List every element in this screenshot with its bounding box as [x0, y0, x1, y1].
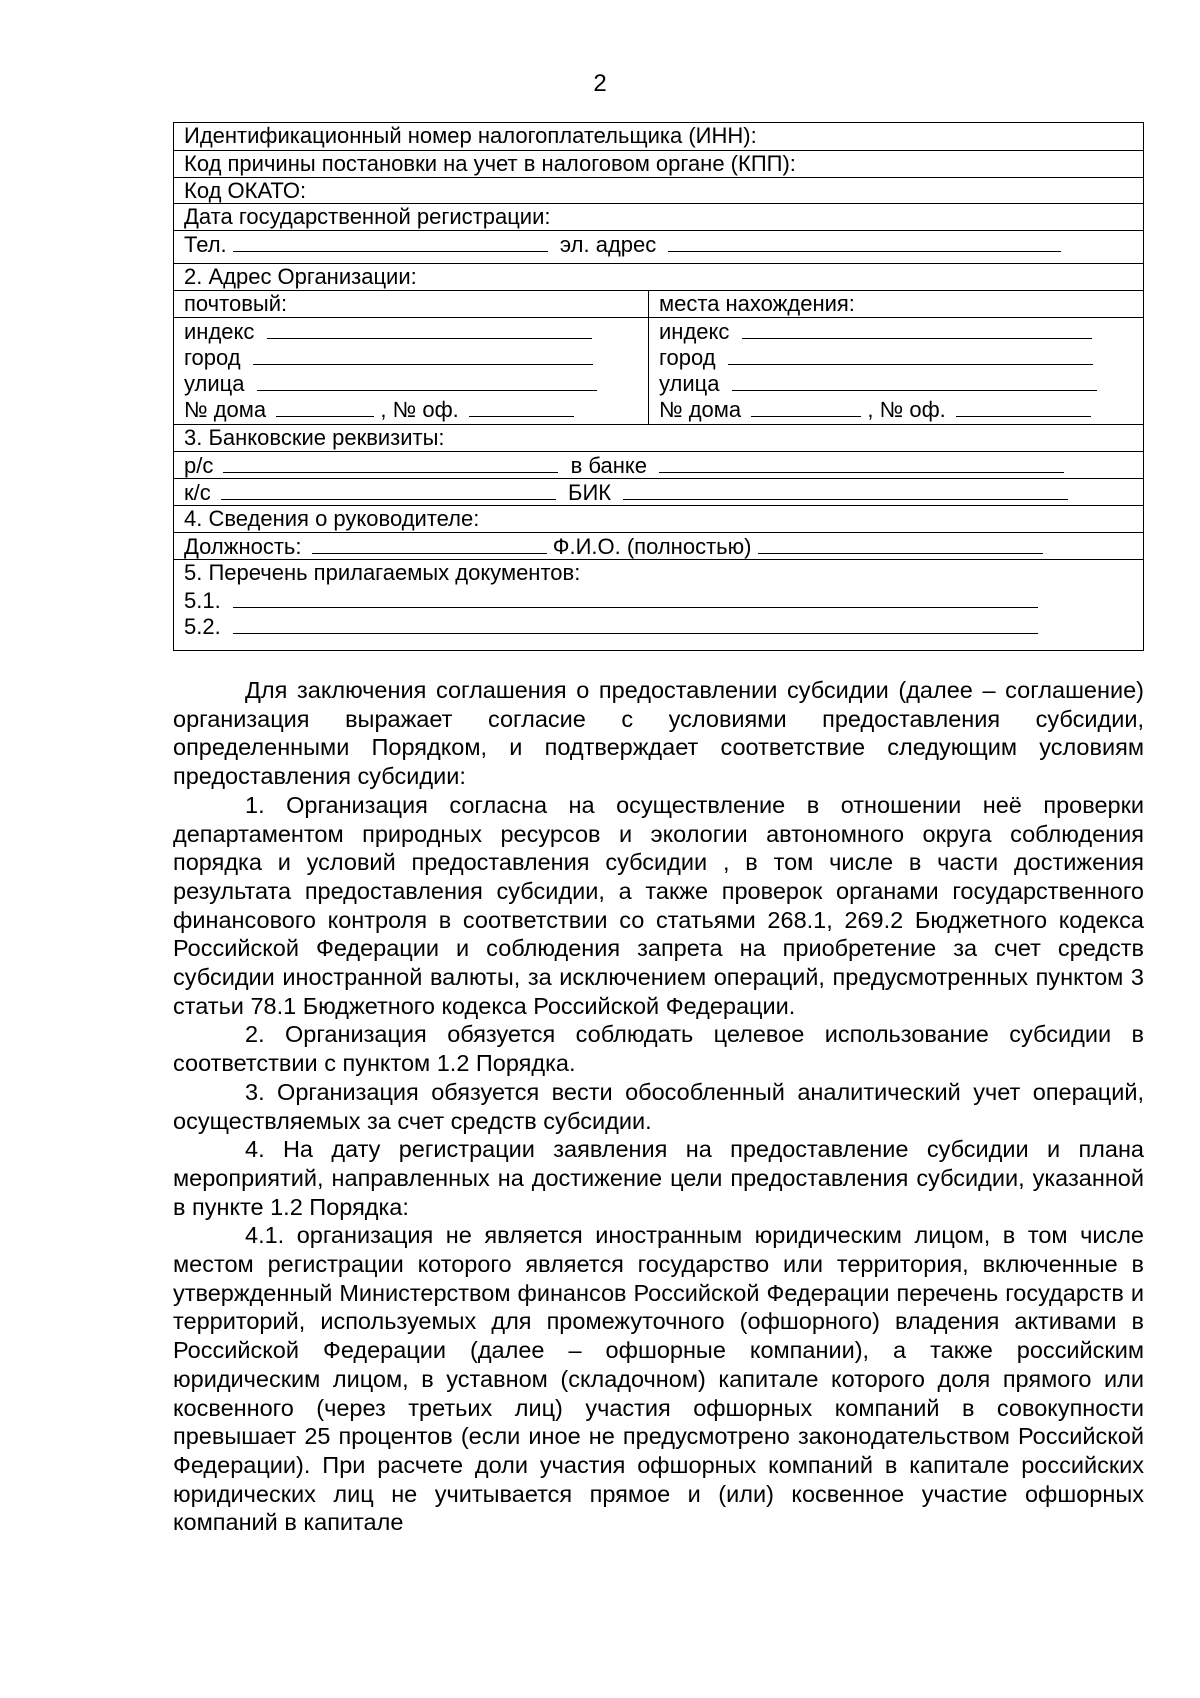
okato-row [174, 177, 1143, 203]
kpp-row [174, 150, 1143, 177]
postal-house-label: № дома [184, 397, 267, 422]
location-street-field[interactable] [732, 370, 1097, 391]
position-row [174, 532, 1143, 559]
postal-index-line [174, 317, 648, 344]
doc1-line [184, 587, 1143, 613]
page-number: 2 [593, 70, 607, 97]
paragraph-2: 2. Организация обязуется соблюдать целевое использование субсидии в соответствии с пунктом 1.2 Порядка. [173, 1021, 1144, 1077]
rs-row [174, 451, 1143, 478]
postal-city-line [184, 344, 648, 370]
postal-index-field[interactable] [267, 318, 592, 339]
paragraph-intro: Для заключения соглашения о предоставлении субсидии (далее – соглашение) организация выражает согласие с условиями предоставления субсидии, определенными Порядком, и подтверждает соответствие следующим условиям предоставления субсидии: [173, 677, 1144, 790]
location-city-line [659, 344, 1143, 370]
location-house-line [659, 396, 1143, 422]
bank-header: 3. Банковские реквизиты: [184, 425, 445, 450]
paragraph-3: 3. Организация обязуется вести обособленный аналитический учет операций, осуществляемых за счет средств субсидии. [173, 1078, 1144, 1134]
postal-title: почтовый: [184, 291, 288, 316]
address-header-row [174, 263, 1143, 290]
postal-index-label: индекс [184, 319, 255, 344]
fio-label: Ф.И.О. (полностью) [552, 534, 752, 559]
paragraph-4-1: 4.1. организация не является иностранным юридическим лицом, в том числе местом регистрации которого является государство или территория, включенные в утвержденный Министерством финансов Российской Федерации перечень государств и территорий, используемых для промежуточного (офшорного) владения активами в Российской Федерации (далее – офшорные компании), а также российским юридическим лицом, в уставном (складочном) капитале которого доля прямого или косвенного (через третьих лиц) участия офшорных компаний в совокупности превышает 25 процентов (если иное не предусмотрено законодательством Российской Федерации). При расчете доли участия офшорных компаний в капитале российских юридических лиц не учитывается прямое и (или) косвенное участие офшорных компаний в капитале [173, 1222, 1144, 1536]
head-header: 4. Сведения о руководителе: [184, 506, 480, 531]
postal-office-field[interactable] [469, 396, 574, 417]
location-address [649, 291, 1143, 424]
bank-header-row [174, 424, 1143, 451]
location-street-line [659, 370, 1143, 396]
okato-label: Код ОКАТО: [184, 178, 307, 203]
agreement-text [173, 676, 1144, 1537]
bik-label: БИК [568, 480, 612, 505]
rs-field[interactable] [223, 452, 558, 473]
ks-field[interactable] [221, 479, 556, 500]
ks-label: к/с [184, 480, 211, 505]
contacts-row [174, 230, 1143, 263]
location-city-label: город [659, 345, 716, 370]
location-title: места нахождения: [659, 291, 855, 316]
location-house-field[interactable] [751, 396, 861, 417]
address-header: 2. Адрес Организации: [184, 264, 417, 289]
location-street-label: улица [659, 371, 720, 396]
documents-row [174, 559, 1143, 652]
phone-field[interactable] [233, 231, 548, 252]
postal-city-label: город [184, 345, 241, 370]
position-label: Должность: [184, 534, 302, 559]
location-city-field[interactable] [728, 344, 1093, 365]
location-index-label: индекс [659, 319, 730, 344]
bik-field[interactable] [623, 479, 1068, 500]
postal-street-line [184, 370, 648, 396]
kpp-label: Код причины постановки на учет в налоговом органе (КПП): [184, 151, 796, 176]
inn-row [174, 123, 1143, 150]
position-field[interactable] [312, 533, 547, 554]
doc2-line [184, 613, 1143, 639]
doc1-field[interactable] [233, 587, 1038, 608]
organization-form [173, 122, 1144, 651]
email-label: эл. адрес [559, 232, 657, 257]
postal-city-field[interactable] [253, 344, 593, 365]
doc1-label: 5.1. [184, 588, 221, 613]
ks-row [174, 478, 1143, 505]
location-index-field[interactable] [742, 318, 1092, 339]
reg-date-row [174, 203, 1143, 230]
inn-label: Идентификационный номер налогоплательщика (ИНН): [184, 123, 757, 148]
phone-label: Тел. [184, 232, 227, 257]
rs-label: р/с [184, 453, 214, 478]
location-house-label: № дома [659, 397, 742, 422]
paragraph-4: 4. На дату регистрации заявления на предоставление субсидии и плана мероприятий, направленных на достижение цели предоставления субсидии, указанной в пункте 1.2 Порядка: [173, 1136, 1144, 1220]
location-office-label: , № оф. [867, 397, 946, 422]
postal-house-line [184, 396, 648, 422]
fio-field[interactable] [758, 533, 1043, 554]
postal-office-label: , № оф. [380, 397, 459, 422]
docs-header: 5. Перечень прилагаемых документов: [184, 560, 581, 585]
location-index-line [649, 317, 1143, 344]
reg-date-label: Дата государственной регистрации: [184, 204, 551, 229]
bank-field[interactable] [659, 452, 1064, 473]
bank-label: в банке [570, 453, 647, 478]
doc2-label: 5.2. [184, 614, 221, 639]
paragraph-1: 1. Организация согласна на осуществление в отношении неё проверки департаментом природных ресурсов и экологии автономного округа соблюдения порядка и условий предоставления субсидии , в том числе в части достижения результата предоставления субсидии, а также проверок органами государственного финансового контроля в соответствии со статьями 268.1, 269.2 Бюджетного кодекса Российской Федерации и соблюдения запрета на приобретение за счет средств субсидии иностранной валюты, за исключением операций, предусмотренных пунктом 3 статьи 78.1 Бюджетного кодекса Российской Федерации. [173, 791, 1144, 1019]
head-header-row [174, 505, 1143, 532]
location-office-field[interactable] [956, 396, 1091, 417]
email-field[interactable] [668, 231, 1061, 252]
postal-house-field[interactable] [276, 396, 374, 417]
postal-street-label: улица [184, 371, 245, 396]
address-row [174, 290, 1143, 424]
postal-address [174, 291, 648, 424]
postal-street-field[interactable] [257, 370, 597, 391]
doc2-field[interactable] [233, 613, 1038, 634]
